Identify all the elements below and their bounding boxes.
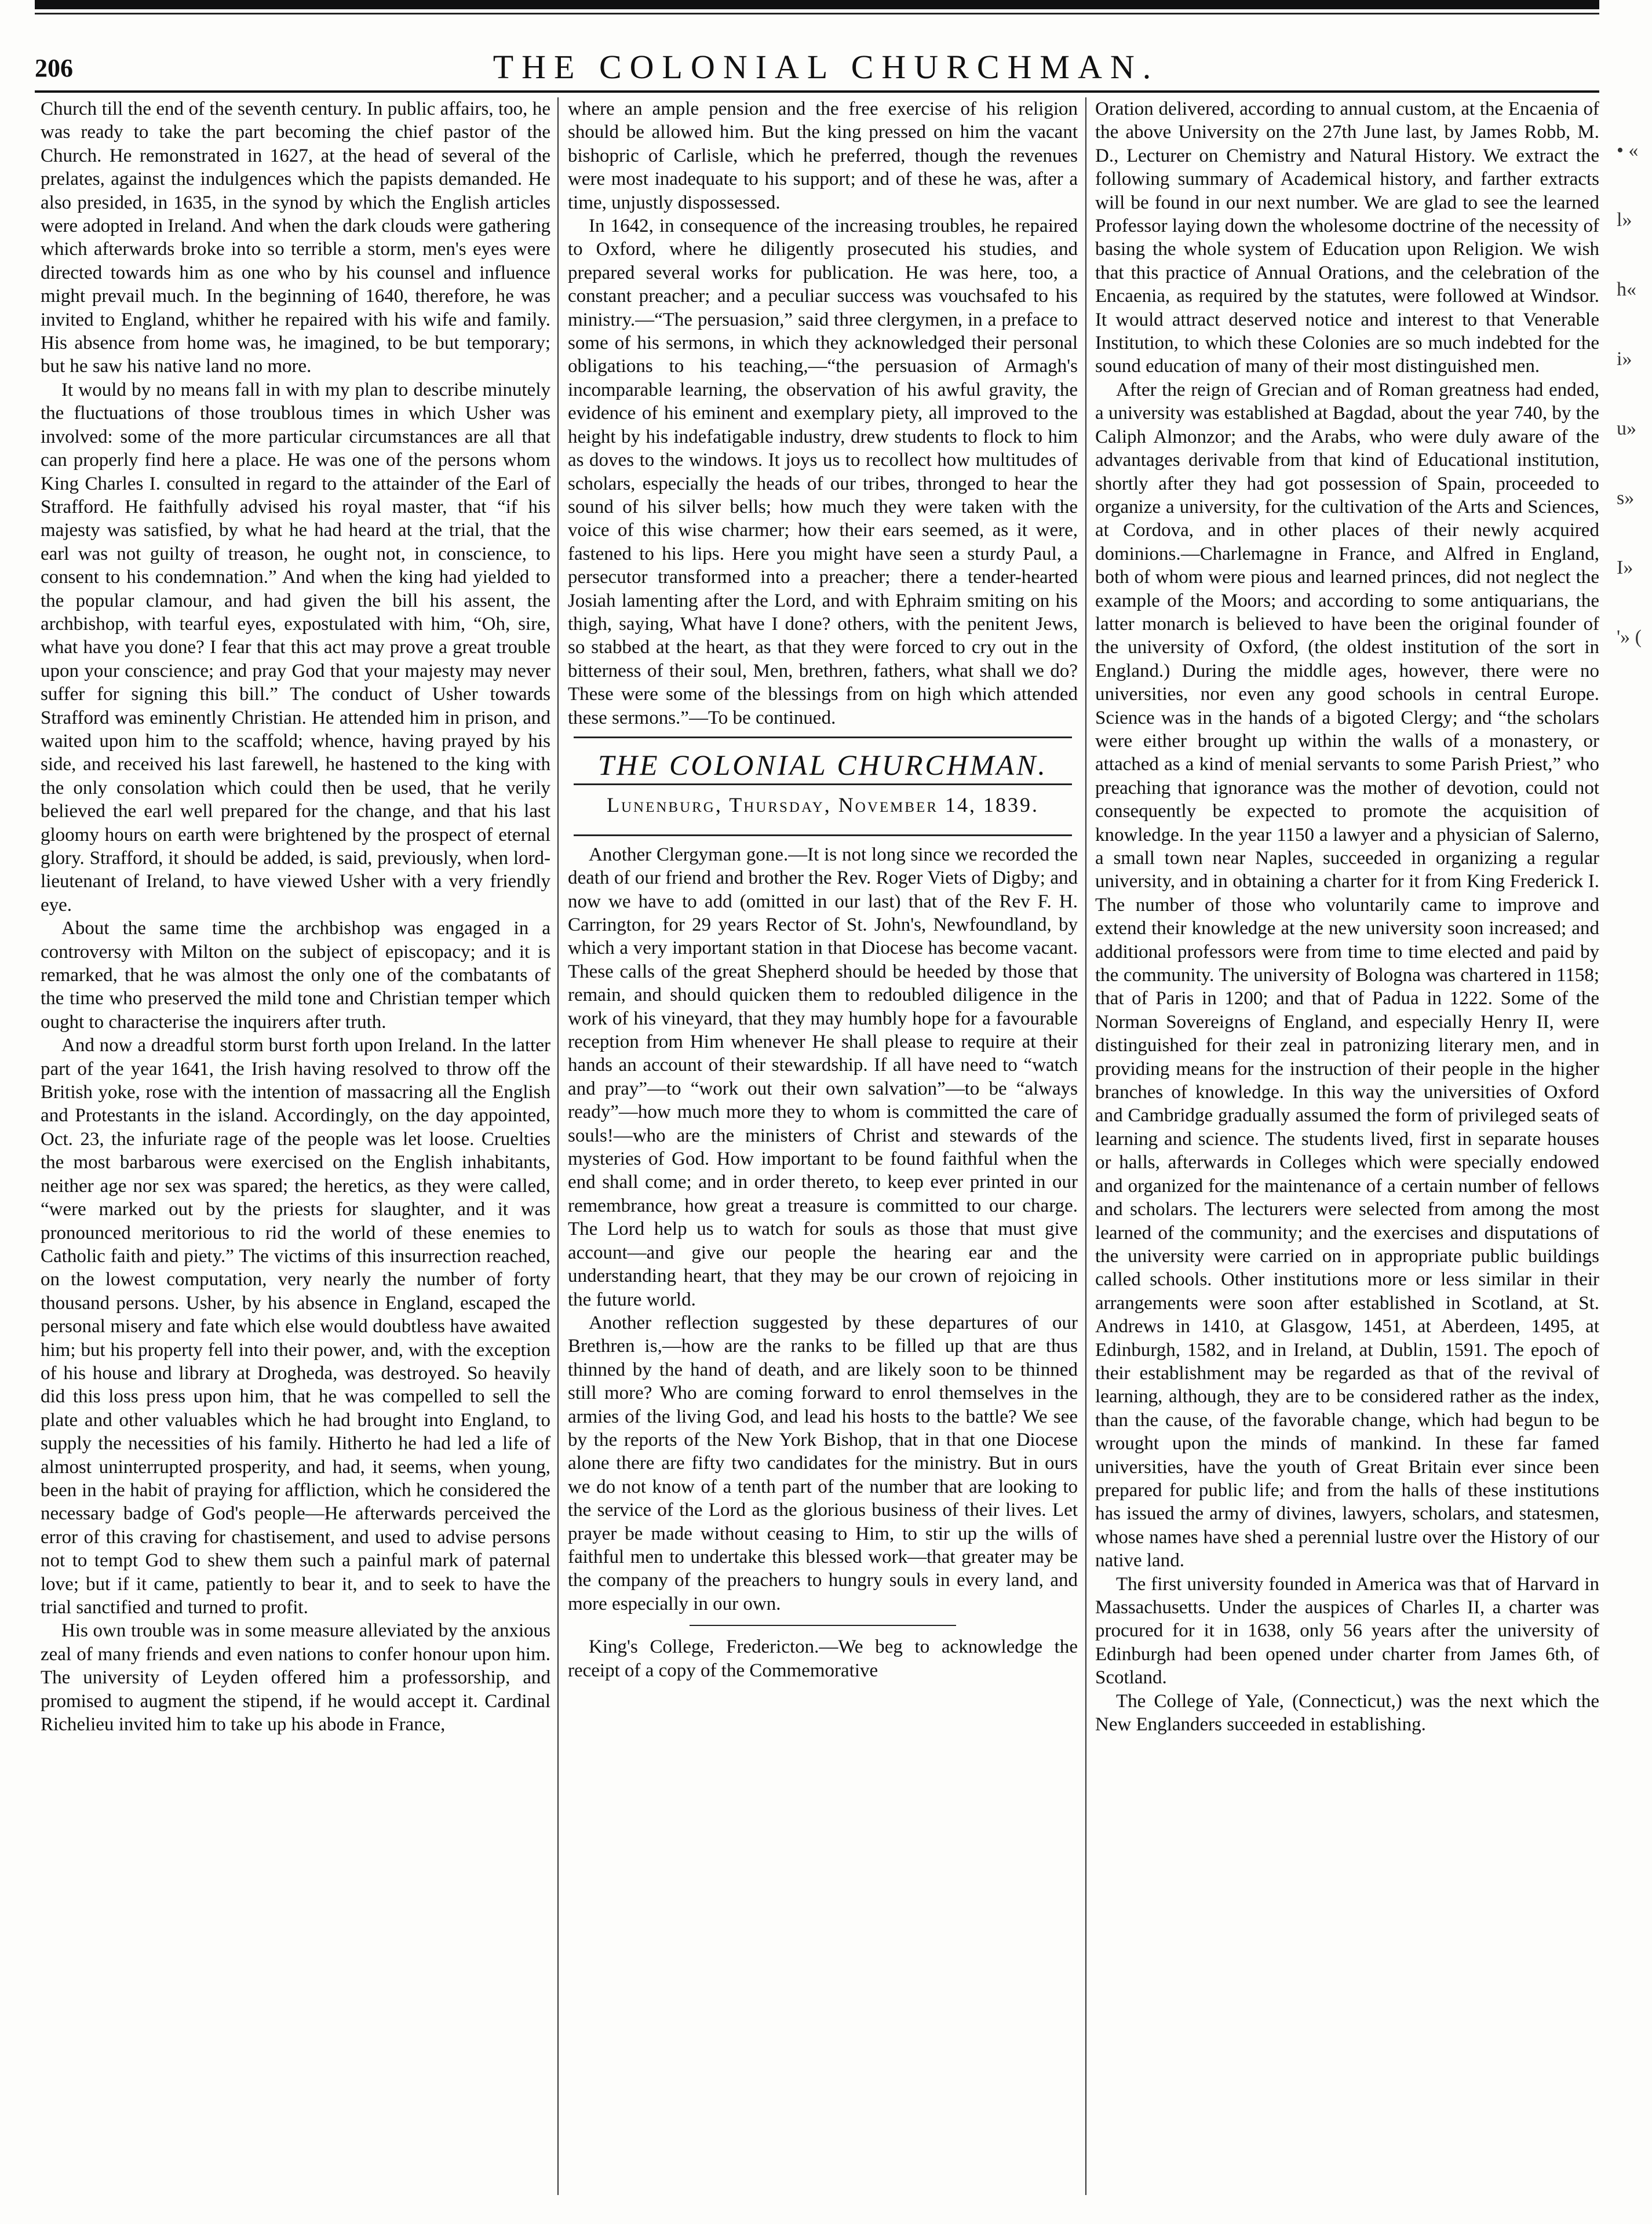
article-paragraph: In 1642, in consequence of the increasing troubles, he repaired to Oxford, where he diligently prosecuted his studies, and prepared several works for publication. He was here, too, a constant preacher; and a peculiar success was vouchsafed to his ministry.—“The persuasion,” said three clergymen, in a preface to some of his sermons, in which they acknowledged their personal obligations to his teaching,—“the persuasion of Armagh's incomparable learning, the observation of his awful gravity, the evidence of his eminent and exemplary piety, all improved to the height by his indefatigable industry, drew students to flock to him as doves to the windows. It joys us to recollect how multitudes of scholars, especially the heads of our tribes, thronged to hear the sound of his silver bells; how much they were taken with the voice of this wise charmer; how their ears seemed, as it were, fastened to his lips. Here you might have seen a sturdy Paul, a persecutor transformed into a preacher; there a tender-hearted Josiah lamenting after the Lord, and with Ephraim smiting on his thigh, saying, What have I done? others, with the penitent Jews, so stabbed at the heart, as that they were forced to cry out in the bitterness of their soul, Men, brethren, fathers, what shall we do? These were some of the blessings from on high which attended these sermons.”—To be continued. xyxy=(568,216,1078,728)
section-rule xyxy=(574,834,1072,836)
article-paragraph: After the reign of Grecian and of Roman greatness had ended, a university was established at Bagdad, about the year 740, by the Caliph Almonzor; and the Arabs, who were duly aware of the advantages derivable from that kind of Educational institution, shortly after they had got possession of Spain, proceeded to organize a university, for the cultivation of the Arts and Sciences, at Cordova, and in other places of their newly acquired dominions.—Charlemagne in France, and Alfred in England, both of whom were pious and learned princes, did not neglect the example of the Moors; and according to some antiquarians, the latter monarch is believed to have been the original founder of the university of Oxford, (the oldest institution of the sort in England.) During the middle ages, however, there were no universities, nor even any good schools in central Europe. Science was in the hands of a bigoted Clergy; and “the scholars were either brought up within the walls of a monastery, or attached as a kind of menial servants to some Parish Priest,” who preaching that ignorance was the mother of devotion, could not consequently be expected to promote the acquisition of knowledge. In the year 1150 a lawyer and a physician of Salerno, a small town near Naples, succeeded in organizing a regular university, and in obtaining a charter for it from King Frederick I. The number of those who voluntarily came to improve and extend their knowledge at the new university soon increased; and additional professors were from time to time elected and paid by the community. The university of Bologna was chartered in 1158; that of Paris in 1200; and that of Padua in 1222. Some of the Norman Sovereigns of England, and especially Henry II, were distinguished for their zeal in patronizing literary men, and in providing means for the instruction of their people in the higher branches of knowledge. In this way the universities of Oxford and Cambridge gradually assumed the form of privileged seats of learning and science. The students lived, first in separate houses or halls, afterwards in Colleges which were specially endowed and organized for the maintenance of a certain number of fellows and scholars. The lecturers were selected from among the most learned of the community; and the exercises and disputations of the university were carried on in appropriate public buildings called schools. Other institutions more or less similar in their arrangements were soon after established in Scotland, at St. Andrews in 1410, at Glasgow, 1451, at Aberdeen, 1495, at Edinburgh, 1582, and in Ireland, at Dublin, 1591. The epoch of their establishment may be regarded as that of the revival of learning, although, they are to be considered rather as the index, than the cause, of the favorable change, which had begun to be wrought upon the minds of mankind. In these far famed universities, have the youth of Great Britain ever since been prepared for public life; and from the halls of these institutions has issued the army of divines, lawyers, scholars, and statesmen, whose names have shed a perennial lustre over the History of our native land. xyxy=(1095,379,1599,1572)
section-rule xyxy=(574,783,1072,785)
article-paragraph: where an ample pension and the free exercise of his religion should be allowed him. But the king pressed on him the vacant bishopric of Carlisle, which he preferred, though the revenues were most inadequate to his support; and of these he was, after a time, unjustly dispossessed. xyxy=(568,99,1078,213)
article-paragraph: The College of Yale, (Connecticut,) was the next which the New Englanders succeeded in establishing. xyxy=(1095,1690,1599,1736)
article-paragraph: His own trouble was in some measure alleviated by the anxious zeal of many friends and even nations to confer honour upon him. The university of Leyden offered him a professorship, and promised to augment the stipend, if he would accept it. Cardinal Richelieu invited him to take up his abode in France, xyxy=(41,1620,550,1736)
column-2 xyxy=(568,97,1078,2195)
column-3 xyxy=(1095,97,1599,2195)
masthead-title: THE COLONIAL CHURCHMAN. xyxy=(493,48,1159,86)
article-paragraph: Another Clergyman gone.—It is not long since we recorded the death of our friend and brother the Rev. Roger Viets of Digby; and now we have to add (omitted in our last) that of the Rev F. H. Carrington, for 29 years Rector of St. John's, Newfoundland, by which a very important station in that Diocese has become vacant. These calls of the great Shepherd should be heeded by those that remain, and should quicken them to redoubled diligence in the work of his vineyard, that they may humbly hope for a favourable reception from Him whenever He shall please to require at their hands an account of their stewardship. If all have need to “watch and pray”—to “work out their own salvation”—to be “always ready”—how much more they to whom is committed the care of souls!—who are the ministers of Christ and stewards of the mysteries of God. How important to be found faithful when the end shall come; and in order thereto, to keep ever printed in our remembrance, how great a treasure is committed to our charge. The Lord help us to watch for souls as those that must give account—and give our people the hearing ear and the understanding heart, that they may be our crown of rejoicing in the future world. xyxy=(568,844,1078,1310)
article-paragraph: Another reflection suggested by these departures of our Brethren is,—how are the ranks to be filled up that are thus thinned by the hand of death, and are likely soon to be thinned still more? Who are coming forward to enrol themselves in the armies of the living God, and lead his hosts to the battle? We see by the reports of the New York Bishop, that in that one Diocese alone there are fifty two candidates for the ministry. But in ours we do not know of a tenth part of the number that are looking to the service of the Lord as the glorious business of their lives. Let prayer be made without ceasing to Him, to stir up the wills of faithful men to undertake this blessed work—that greater may be the company of the preachers to hungry souls in every land, and more especially in our own. xyxy=(568,1312,1078,1614)
column-divider-2 xyxy=(1085,97,1086,2195)
article-paragraph: It would by no means fall in with my plan to describe minutely the fluctuations of those troublous times in which Usher was involved: some of the more particular circumstances are all that can properly find here a place. He was one of the persons whom King Charles I. consulted in regard to the attainder of the Earl of Strafford. He faithfully advised his royal master, that “if his majesty was satisfied, by what he had heard at the trial, that the earl was not guilty of treason, he ought not, in conscience, to consent to his condemnation.” And when the king had yielded to the popular clamour, and had given the bill his assent, the archbishop, with tearful eyes, expostulated with him, “Oh, sire, what have you done? I fear that this act may prove a great trouble upon your conscience; and pray God that your majesty may never suffer for signing this bill.” The conduct of Usher towards Strafford was eminently Christian. He attended him in prison, and waited upon him to the scaffold; whence, having prayed by his side, and received his last farewell, he hastened to the king with the only consolation which could then be used, that he verily believed the earl well prepared for the change, and that his last gloomy hours on earth were brightened by the prospect of eternal glory. Strafford, it should be added, is said, previously, when lord-lieutenant of Ireland, to have viewed Usher with a very friendly eye. xyxy=(41,379,550,916)
article-paragraph: The first university founded in America was that of Harvard in Massachusetts. Under the auspices of Charles II, a charter was procured for it in 1638, only 56 years after the university of Edinburgh had been opened under charter from James 6th, of Scotland. xyxy=(1095,1573,1599,1689)
page-number: 206 xyxy=(35,54,73,82)
top-border-rule xyxy=(35,13,1599,14)
article-paragraph: And now a dreadful storm burst forth upon Ireland. In the latter part of the year 1641, the Irish having resolved to throw off the British yoke, rose with the intention of massacring all the English and Protestants in the island. Accordingly, on the day appointed, Oct. 23, the infuriate rage of the people was let loose. Cruelties the most barbarous were exercised on the English inhabitants, neither age nor sex was spared; the heretics, as they were called, “were marked out by the priests for slaughter, and it was pronounced meritorious to rid the world of these enemies to Catholic faith and piety.” The victims of this insurrection reached, on the lowest computation, very nearly the number of forty thousand persons. Usher, by his absence in England, escaped the personal misery and fate which else would doubtless have awaited him; but his property fell into their power, and, with the exception of his house and library at Drogheda, was destroyed. So heavily did this loss press upon him, that he was compelled to sell the plate and other valuables which he had brought into England, to supply the necessities of his family. Hitherto he had led a life of almost uninterrupted prosperity, and had, it seems, when young, been in the habit of praying for affliction, which he considered the necessary badge of God's people—He afterwards perceived the error of this craving for chastisement, and used to advise persons not to tempt God to shew them such a painful mark of paternal love; but if it came, patiently to bear it, and to seek to have the trial sanctified and turned to profit. xyxy=(41,1035,550,1618)
section-rule xyxy=(574,737,1072,738)
column-divider-1 xyxy=(557,97,559,2195)
paper-title: THE COLONIAL CHURCHMAN. xyxy=(598,748,1048,781)
article-paragraph: Oration delivered, according to annual custom, at the Encaenia of the above University on the 27th June last, by James Robb, M. D., Lecturer on Chemistry and Natural History. We extract the following summary of Academical history, and farther extracts will be found in our next number. We are glad to see the learned Professor laying down the wholesome doctrine of the necessity of basing the whole system of Education upon Religion. We wish that this practice of Annual Orations, and the celebration of the Encaenia, as required by the statutes, were followed at Windsor. It would attract deserved notice and interest to that Venerable Institution, to which these Colonies are so much indebted for the sound education of many of their most distinguished men. xyxy=(1095,99,1599,377)
article-separator xyxy=(690,1625,956,1626)
article-paragraph: Church till the end of the seventh century. In public affairs, too, he was ready to take the part becoming the chief pastor of the Church. He remonstrated in 1627, at the head of several of the prelates, against the indulgences which the papists demanded. He also presided, in 1635, in the synod by which the English articles were adopted in Ireland. And when the dark clouds were gathering which afterwards broke into so terrible a storm, men's eyes were directed towards him as one who by his counsel and influence might prevail much. In the beginning of 1640, therefore, he was invited to England, whither he repaired with his wife and family. His absence from home was, he imagined, to be but temporary; but he saw his native land no more. xyxy=(41,99,550,377)
top-border-bar xyxy=(35,0,1599,9)
column-1 xyxy=(41,97,550,2195)
masthead-rule xyxy=(35,90,1599,93)
article-paragraph: King's College, Fredericton.—We beg to acknowledge the receipt of a copy of the Commemorative xyxy=(568,1636,1078,1681)
article-paragraph: About the same time the archbishop was engaged in a controversy with Milton on the subject of episcopacy; and it is remarked, that he was almost the only one of the combatants of the time who preserved the mild tone and Christian temper which ought to characterise the inquirers after truth. xyxy=(41,918,550,1033)
bleed-through-edge-text: • « l» h« i» u» s» I» '» ( xyxy=(1617,140,1642,648)
dateline: Lunenburg, Thursday, November 14, 1839. xyxy=(606,793,1039,817)
